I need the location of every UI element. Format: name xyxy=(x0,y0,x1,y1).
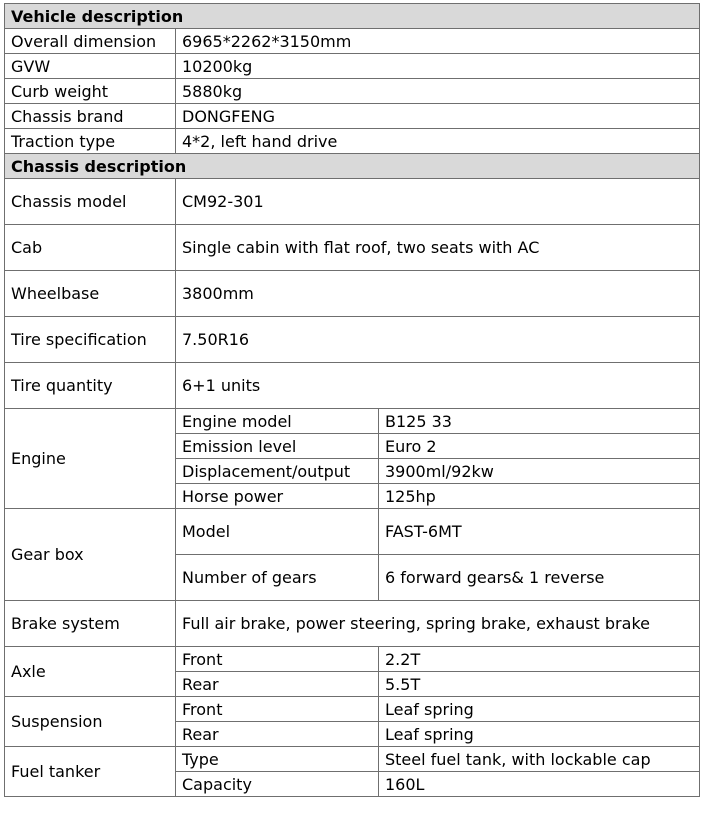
table-row xyxy=(5,747,700,772)
table-row xyxy=(5,697,700,722)
sub-value: Leaf spring xyxy=(379,697,700,722)
sub-label: Horse power xyxy=(176,484,379,509)
chassis-section-title: Chassis description xyxy=(5,154,700,179)
sub-value: Leaf spring xyxy=(379,722,700,747)
table-row xyxy=(5,104,700,129)
sub-value: 2.2T xyxy=(379,647,700,672)
row-value: Full air brake, power steering, spring brake, exhaust brake xyxy=(176,601,700,647)
group-label-engine: Engine xyxy=(5,409,176,509)
table-row xyxy=(5,509,700,555)
spec-table xyxy=(4,3,700,797)
sub-label: Front xyxy=(176,697,379,722)
vehicle-section-title: Vehicle description xyxy=(5,4,700,29)
sub-value: 160L xyxy=(379,772,700,797)
row-label: Tire specification xyxy=(5,317,176,363)
table-row xyxy=(5,409,700,434)
group-label-fuel: Fuel tanker xyxy=(5,747,176,797)
row-value: Single cabin with flat roof, two seats with AC xyxy=(176,225,700,271)
table-row xyxy=(5,647,700,672)
row-value: 5880kg xyxy=(176,79,700,104)
row-value: 4*2, left hand drive xyxy=(176,129,700,154)
row-label: Wheelbase xyxy=(5,271,176,317)
group-label-gearbox: Gear box xyxy=(5,509,176,601)
sub-label: Front xyxy=(176,647,379,672)
row-value: 3800mm xyxy=(176,271,700,317)
sub-label: Rear xyxy=(176,722,379,747)
row-label: Traction type xyxy=(5,129,176,154)
table-row xyxy=(5,317,700,363)
sub-label: Number of gears xyxy=(176,555,379,601)
row-label: Curb weight xyxy=(5,79,176,104)
table-row xyxy=(5,179,700,225)
table-row xyxy=(5,79,700,104)
vehicle-section-header xyxy=(5,4,700,29)
table-row xyxy=(5,54,700,79)
table-row xyxy=(5,601,700,647)
row-value: 7.50R16 xyxy=(176,317,700,363)
table-row xyxy=(5,363,700,409)
sub-value: FAST-6MT xyxy=(379,509,700,555)
sub-label: Engine model xyxy=(176,409,379,434)
row-label: GVW xyxy=(5,54,176,79)
sub-value: 5.5T xyxy=(379,672,700,697)
sub-label: Emission level xyxy=(176,434,379,459)
row-value: 10200kg xyxy=(176,54,700,79)
row-label: Chassis brand xyxy=(5,104,176,129)
chassis-section-header xyxy=(5,154,700,179)
row-value: 6+1 units xyxy=(176,363,700,409)
row-value: 6965*2262*3150mm xyxy=(176,29,700,54)
sub-value: B125 33 xyxy=(379,409,700,434)
sub-value: 125hp xyxy=(379,484,700,509)
group-label-suspension: Suspension xyxy=(5,697,176,747)
sub-value: 6 forward gears& 1 reverse xyxy=(379,555,700,601)
row-value: DONGFENG xyxy=(176,104,700,129)
row-label: Cab xyxy=(5,225,176,271)
sub-value: Euro 2 xyxy=(379,434,700,459)
row-label: Tire quantity xyxy=(5,363,176,409)
sub-label: Capacity xyxy=(176,772,379,797)
row-label: Overall dimension xyxy=(5,29,176,54)
sub-label: Model xyxy=(176,509,379,555)
sub-value: Steel fuel tank, with lockable cap xyxy=(379,747,700,772)
table-row xyxy=(5,271,700,317)
sub-label: Rear xyxy=(176,672,379,697)
group-label-axle: Axle xyxy=(5,647,176,697)
row-value: CM92-301 xyxy=(176,179,700,225)
sub-label: Displacement/output xyxy=(176,459,379,484)
row-label: Brake system xyxy=(5,601,176,647)
table-row xyxy=(5,129,700,154)
sub-label: Type xyxy=(176,747,379,772)
table-row xyxy=(5,29,700,54)
table-row xyxy=(5,225,700,271)
row-label: Chassis model xyxy=(5,179,176,225)
sub-value: 3900ml/92kw xyxy=(379,459,700,484)
